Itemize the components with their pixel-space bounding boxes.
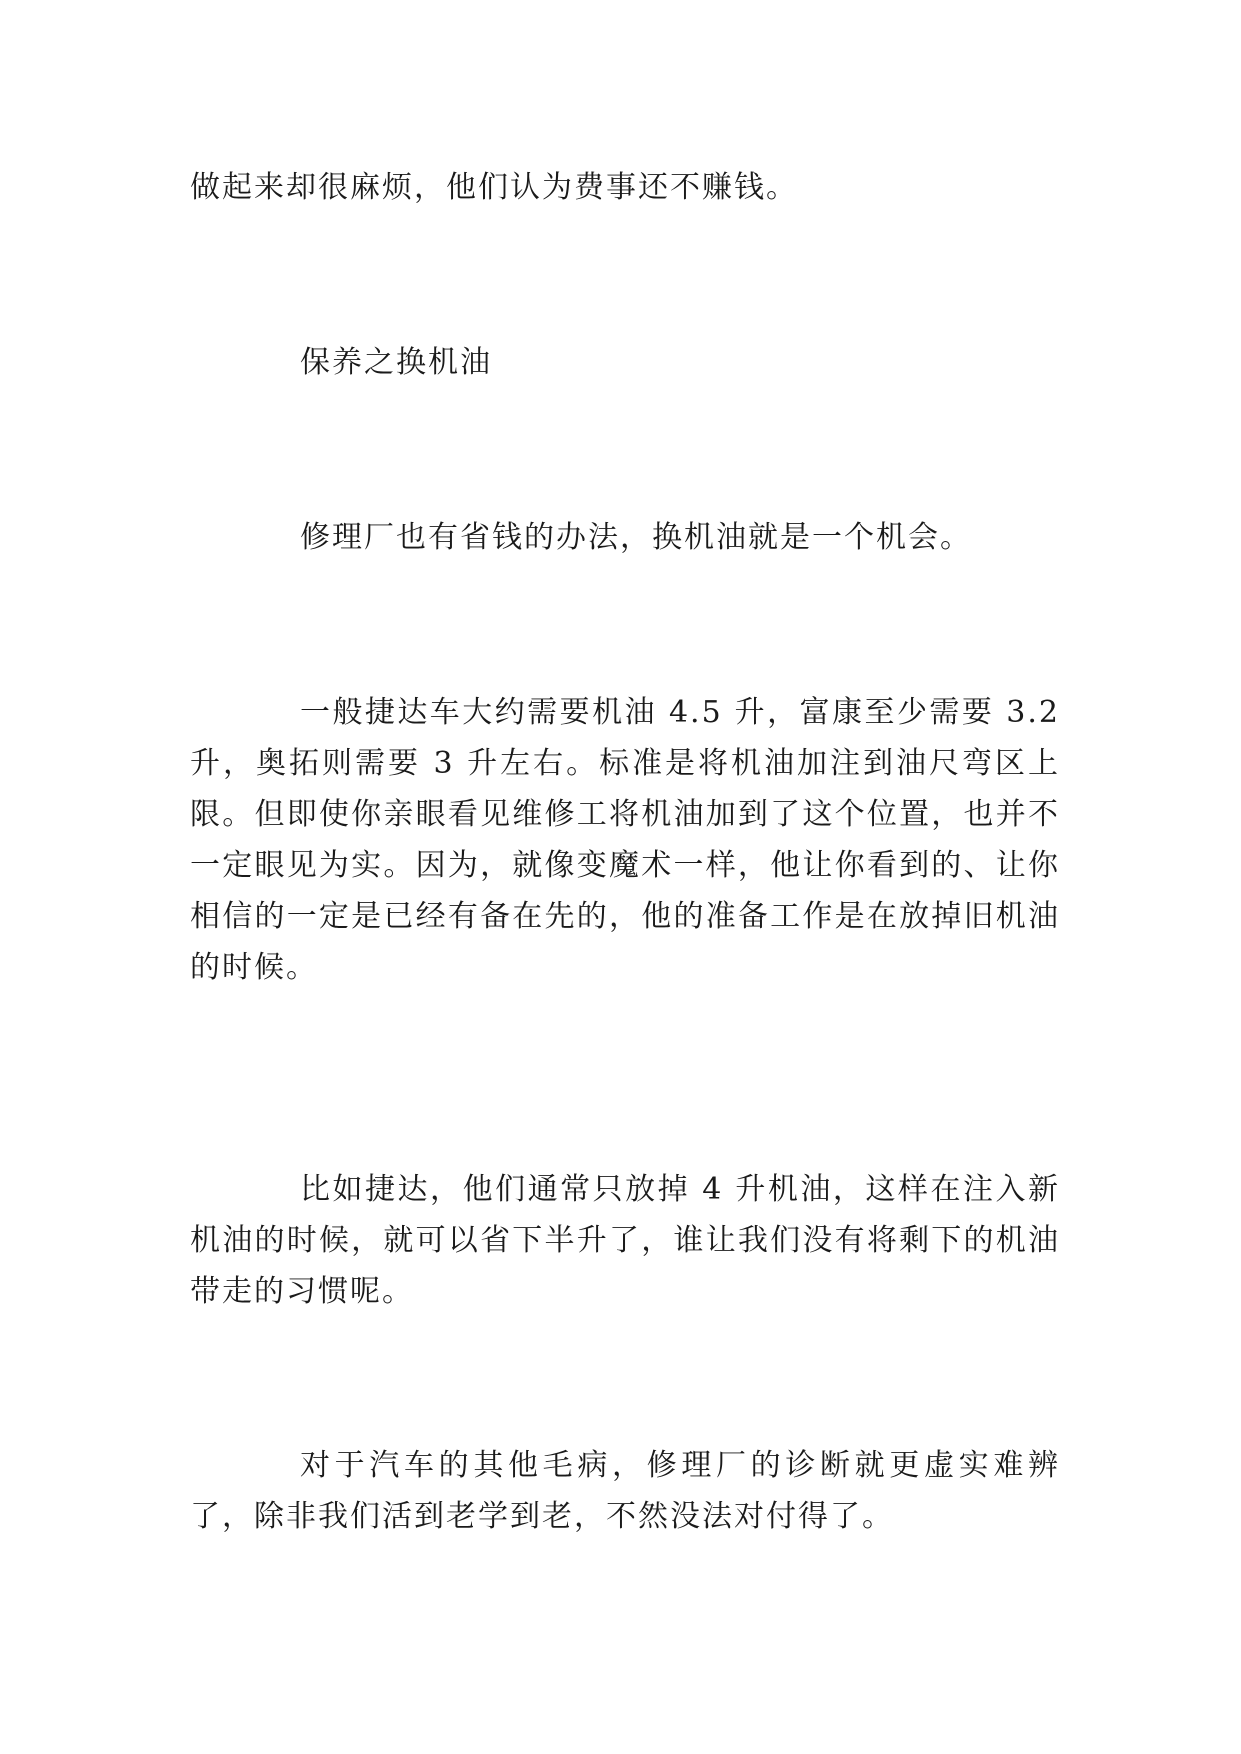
section-heading: 保养之换机油 xyxy=(300,345,492,380)
paragraph-conclusion: 对于汽车的其他毛病，修理厂的诊断就更虚实难辨了，除非我们活到老学到老，不然没法对付得了。 xyxy=(190,1448,1060,1534)
paragraph-continuation: 做起来却很麻烦，他们认为费事还不赚钱。 xyxy=(190,170,798,205)
paragraph-jetta-example: 比如捷达，他们通常只放掉 4 升机油，这样在注入新机油的时候，就可以省下半升了，谁让我们没有将剩下的机油带走的习惯呢。 xyxy=(190,1172,1060,1309)
paragraph-oil-amounts: 一般捷达车大约需要机油 4.5 升，富康至少需要 3.2 升，奥拓则需要 3 升左右。标准是将机油加注到油尺弯区上限。但即使你亲眼看见维修工将机油加到了这个位置，也并不一定眼见为实。因为，就像变魔术一样，他让你看到的、让你相信的一定是已经有备在先的，他的准备工作是在放掉旧机油的时候。 xyxy=(190,695,1060,985)
paragraph-intro: 修理厂也有省钱的办法，换机油就是一个机会。 xyxy=(300,520,972,555)
